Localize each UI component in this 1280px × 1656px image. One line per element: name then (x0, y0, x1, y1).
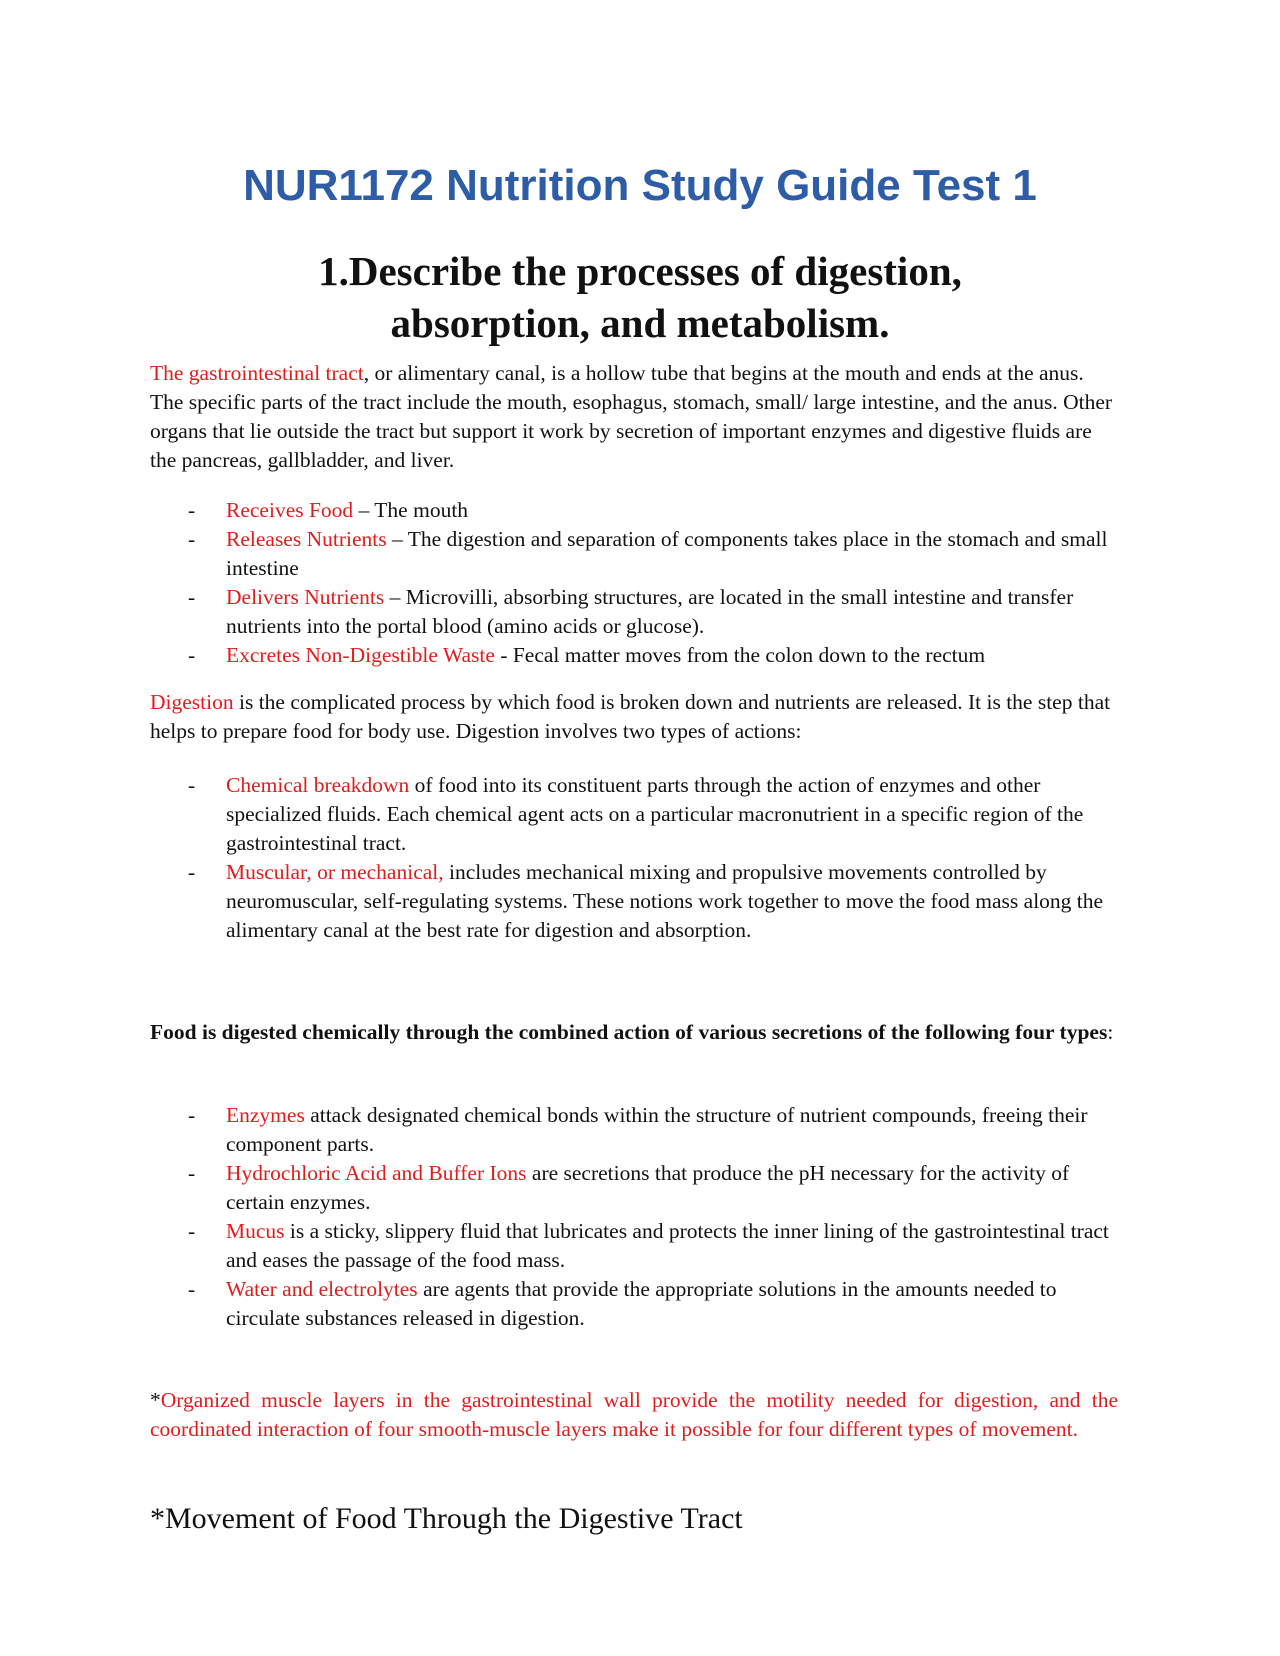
intro-text: , or alimentary canal, is a hollow tube that begins at the mouth and ends at the anus. The specific parts of the tract include the mouth, esophagus, stomach, small/ large intestine, and the anus. Other organs that lie outside the tract but support it work by secretion of important enzymes and digestive fluids are the pancreas, gallbladder, and liver. (150, 361, 1113, 472)
list-item: - Delivers Nutrients – Microvilli, absorbing structures, are located in the small intestine and transfer nutrients into the portal blood (amino acids or glucose). (188, 585, 1074, 638)
list-item: - Releases Nutrients – The digestion and separation of components takes place in the stomach and small intestine (188, 527, 1108, 580)
question-heading (240, 245, 1040, 349)
question-line-2: absorption, and metabolism. (390, 300, 890, 346)
question-line-1: 1.Describe the processes of digestion, (318, 248, 962, 294)
secretions-list (150, 1101, 1118, 1333)
secretions-heading: Food is digested chemically through the combined action of various secretions of the following four types: (150, 1020, 1114, 1044)
list-item: - Receives Food – The mouth (188, 498, 469, 522)
list-item: - Excretes Non-Digestible Waste - Fecal matter moves from the colon down to the rectum (188, 643, 986, 667)
list-item: - Hydrochloric Acid and Buffer Ions are secretions that produce the pH necessary for the activity of certain enzymes. (188, 1161, 1070, 1214)
intro-paragraph (150, 359, 1118, 475)
list-item: - Mucus is a sticky, slippery fluid that lubricates and protects the inner lining of the gastrointestinal tract and eases the passage of the food mass. (188, 1219, 1109, 1272)
motility-note: *Organized muscle layers in the gastrointestinal wall provide the motility needed for digestion, and the coordinated interaction of four smooth-muscle layers make it possible for four different types of movement. (150, 1388, 1118, 1441)
digestion-paragraph (150, 688, 1118, 746)
list-item: - Enzymes attack designated chemical bonds within the structure of nutrient compounds, freeing their component parts. (188, 1103, 1088, 1156)
digestion-term: Digestion (150, 690, 234, 714)
document-title: NUR1172 Nutrition Study Guide Test 1 (243, 161, 1037, 210)
list-item: - Water and electrolytes are agents that provide the appropriate solutions in the amounts needed to circulate substances released in digestion. (188, 1277, 1057, 1330)
list-item: - Chemical breakdown of food into its constituent parts through the action of enzymes and other specialized fluids. Each chemical agent acts on a particular macronutrient in a specific region of the gastrointestinal tract. (188, 773, 1084, 855)
digestion-text: is the complicated process by which food is broken down and nutrients are released. It is the step that helps to prepare food for body use. Digestion involves two types of actions: (150, 690, 1111, 743)
functions-list (150, 496, 1118, 670)
list-item: - Muscular, or mechanical, includes mechanical mixing and propulsive movements controlled by neuromuscular, self-regulating systems. These notions work together to move the food mass along the alimentary canal at the best rate for digestion and absorption. (188, 860, 1104, 942)
intro-term: The gastrointestinal tract (150, 361, 364, 385)
section-subheading: *Movement of Food Through the Digestive Tract (150, 1502, 743, 1535)
actions-list (150, 771, 1118, 945)
